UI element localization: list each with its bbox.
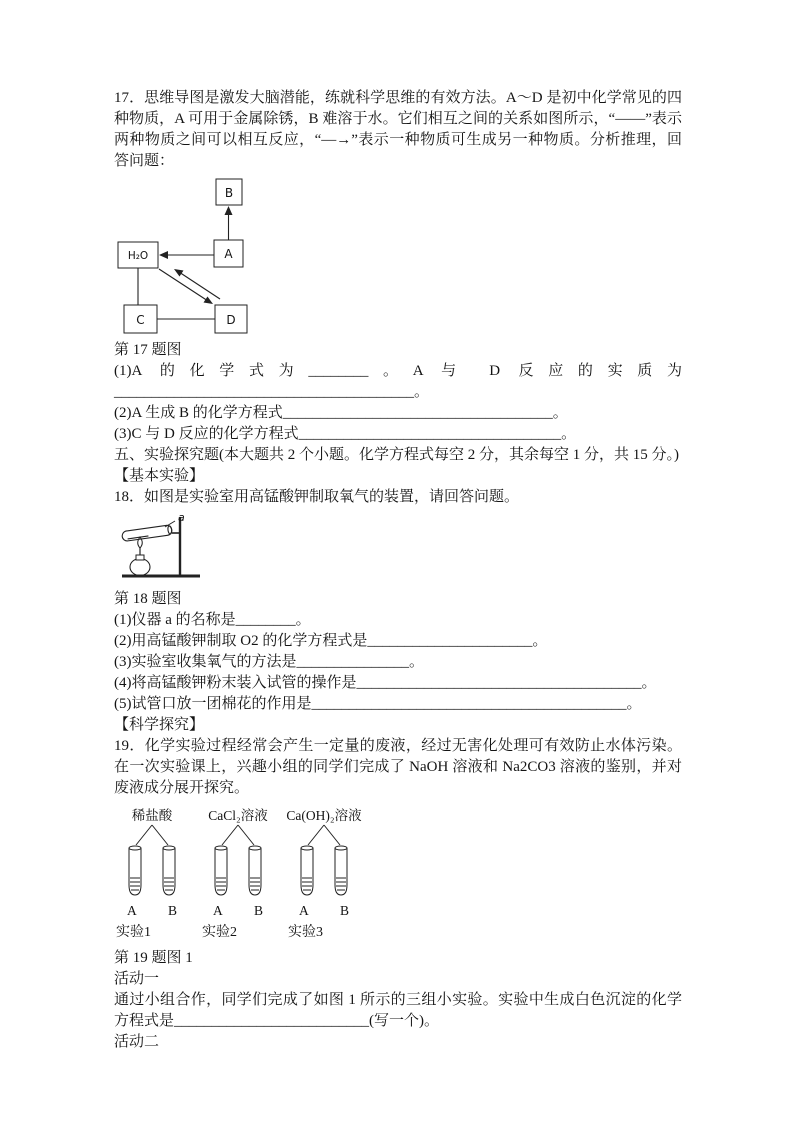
experiment-groups — [116, 807, 682, 942]
lamp-cap — [136, 555, 144, 560]
tube-a-mouth — [301, 846, 313, 850]
tube-a-mouth — [215, 846, 227, 850]
oxygen-apparatus-drawing — [118, 511, 208, 587]
basic-experiment-tag: 【基本实验】 — [114, 468, 205, 484]
test-tube-b — [163, 848, 175, 895]
q17-figure-caption: 第 17 题图 — [114, 342, 182, 358]
arrowhead-left — [159, 251, 168, 259]
fan-line-right — [238, 825, 254, 845]
arrow-h2o-to-d — [159, 269, 208, 301]
fan-line-left — [222, 825, 238, 845]
fan-line-left — [136, 825, 152, 845]
experiment-name: 实验2 — [202, 925, 237, 940]
tube-b-mouth — [335, 846, 347, 850]
q18-item-2: (2)用高锰酸钾制取 O2 的化学方程式是______________________。 — [114, 633, 548, 649]
node-label-c: C — [136, 313, 145, 327]
activity1-heading: 活动一 — [114, 971, 160, 987]
test-tube-a — [215, 848, 227, 895]
experiment-group-1 — [116, 807, 188, 942]
q17-item-2: (2)A 生成 B 的化学方程式____________________________________。 — [114, 405, 568, 421]
q18-stem: 18．如图是实验室用高锰酸钾制取氧气的装置，请回答问题。 — [114, 489, 520, 505]
tube-b-liquid — [336, 878, 346, 890]
activity2-heading: 活动二 — [114, 1034, 160, 1050]
q17-item-3: (3)C 与 D 反应的化学方程式___________________________________。 — [114, 426, 577, 442]
relation-diagram — [116, 178, 251, 340]
tube-letter-b: B — [167, 903, 177, 918]
tube-letter-a: A — [299, 903, 309, 918]
q18-item-5: (5)试管口放一团棉花的作用是__________________________________________。 — [114, 696, 642, 712]
experiment-group-3 — [288, 807, 360, 942]
node-label-a: A — [224, 247, 233, 261]
test-tube-pair — [202, 824, 274, 900]
q18-item-3: (3)实验室收集氧气的方法是_______________。 — [114, 654, 424, 670]
node-label-d: D — [226, 313, 236, 327]
reagent-label: 稀盐酸 — [131, 808, 173, 823]
q19-figure — [116, 807, 682, 942]
q18-item-4: (4)将高锰酸钾粉末装入试管的操作是______________________________________。 — [114, 675, 657, 691]
arrowhead-up — [225, 206, 233, 215]
tube-letter-a: A — [127, 903, 137, 918]
test-tube-b — [335, 848, 347, 895]
q18-item-1: (1)仪器 a 的名称是________。 — [114, 612, 311, 628]
tube-b-liquid — [250, 878, 260, 890]
node-label-b: B — [224, 186, 234, 200]
tube-b-mouth — [249, 846, 261, 850]
arrowhead-to-d — [204, 297, 214, 305]
tube-letter-a: A — [213, 903, 223, 918]
test-tube-pair — [116, 824, 188, 900]
fan-line-left — [308, 825, 324, 845]
exam-body — [114, 88, 682, 1053]
q19-stem: 19．化学实验过程经常会产生一定量的废液，经过无害化处理可有效防止水体污染。在一次实验课上，兴趣小组的同学们完成了 NaOH 溶液和 Na2CO3 溶液的鉴别，并对废液成分展开探究。 — [114, 738, 682, 796]
section-five-heading: 五、实验探究题(本大题共 2 个小题。化学方程式每空 2 分，其余每空 1 分，共 15 分。) — [114, 447, 679, 463]
experiment-name: 实验3 — [288, 925, 323, 940]
test-tube-a — [129, 848, 141, 895]
arrowhead-to-h2o — [174, 269, 184, 277]
q18-figure — [118, 511, 682, 587]
q17-item-1: (1)A 的化学式为________。A 与 D 反应的实质为________________________________________。 — [114, 363, 682, 400]
tube-b-liquid — [164, 878, 174, 890]
tube-letters — [116, 902, 188, 919]
node-label-h2o: H₂O — [127, 250, 149, 262]
q19-figure-caption: 第 19 题图 1 — [114, 950, 193, 966]
reagent-label: CaCl₂溶液 — [208, 808, 268, 823]
science-explore-tag: 【科学探究】 — [114, 717, 205, 733]
q17-figure — [116, 178, 682, 340]
tube-a-mouth — [129, 846, 141, 850]
tube-a-liquid — [302, 878, 312, 890]
test-tube-b — [249, 848, 261, 895]
reagent-label: Ca(OH)₂溶液 — [286, 808, 362, 823]
activity1-text: 通过小组合作，同学们完成了如图 1 所示的三组小实验。实验中生成白色沉淀的化学方程式是__________________________(写一个)。 — [114, 992, 682, 1029]
tube-b-mouth — [163, 846, 175, 850]
tube-letters — [288, 902, 360, 919]
test-tube-a — [301, 848, 313, 895]
tube-a-liquid — [216, 878, 226, 890]
experiment-name: 实验1 — [116, 925, 151, 940]
tube-letter-b: B — [253, 903, 263, 918]
apparatus-label-a: a — [178, 511, 185, 524]
tube-letter-b: B — [339, 903, 349, 918]
test-tube-pair — [288, 824, 360, 900]
q17-stem: 17．思维导图是激发大脑潜能，练就科学思维的有效方法。A～D 是初中化学常见的四种物质，A 可用于金属除锈，B 难溶于水。它们相互之间的关系如图所示，“——”表示两种物质之间可以相互反应，“—→”表示一种物质可生成另一种物质。分析推理，回答问题： — [114, 90, 682, 169]
fan-line-right — [324, 825, 340, 845]
tube-letters — [202, 902, 274, 919]
experiment-group-2 — [202, 807, 274, 942]
alcohol-lamp-body — [130, 559, 150, 576]
fan-line-right — [152, 825, 168, 845]
tube-a-liquid — [130, 878, 140, 890]
q18-figure-caption: 第 18 题图 — [114, 591, 182, 607]
